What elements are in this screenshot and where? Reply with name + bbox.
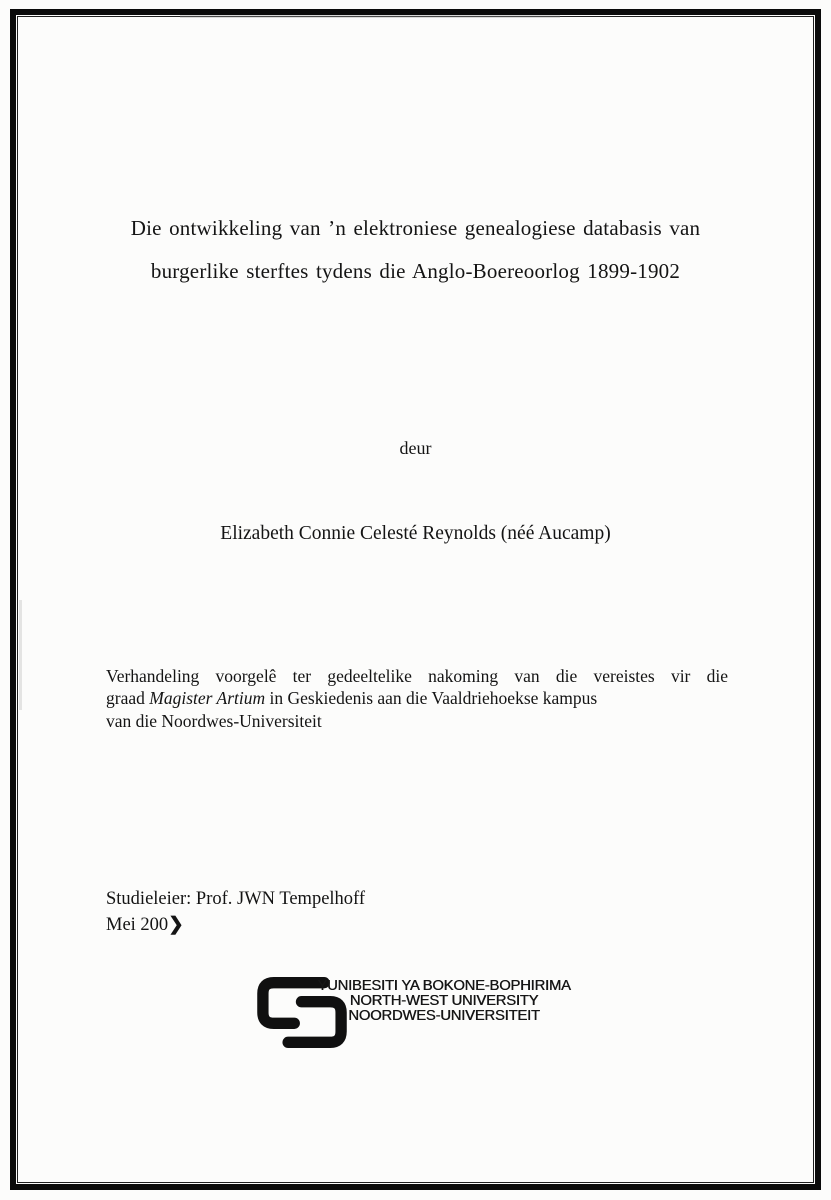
scan-artifact bbox=[180, 15, 560, 18]
submission-statement bbox=[106, 665, 728, 732]
thesis-title-line2: burgerlike sterftes tydens die Anglo-Boereoorlog 1899-1902 bbox=[150, 259, 681, 283]
submission-line1: Verhandeling voorgelê ter gedeeltelike nakoming van die vereistes vir die bbox=[106, 666, 728, 686]
author-name: Elizabeth Connie Celesté Reynolds (néé Aucamp) bbox=[220, 523, 611, 544]
submission-line2-prefix: graad bbox=[106, 688, 150, 709]
supervisor-line: Studieleier: Prof. JWN Tempelhoff bbox=[106, 889, 366, 909]
scan-artifact bbox=[19, 600, 22, 710]
submission-line2 bbox=[106, 687, 728, 709]
nwu-logo bbox=[257, 977, 577, 1049]
submission-line2-suffix: in Geskiedenis aan die Vaaldriehoekse kampus bbox=[265, 688, 598, 709]
thesis-title bbox=[95, 207, 736, 293]
thesis-title-line1: Die ontwikkeling van ’n elektroniese genealogiese databasis van bbox=[130, 216, 701, 240]
nwu-logo-line3: NOORDWES-UNIVERSITEIT bbox=[348, 1008, 540, 1025]
supervisor-and-date bbox=[106, 886, 365, 938]
degree-name-italic: Magister Artium bbox=[149, 688, 266, 709]
byline-deur: deur bbox=[399, 438, 432, 458]
date-line bbox=[106, 912, 365, 938]
submission-line3: van die Noordwes-Universiteit bbox=[106, 710, 322, 731]
date-text: Mei 200 bbox=[106, 915, 169, 935]
date-seven-glyph: ❯ bbox=[168, 915, 184, 935]
nwu-logo-wordmark bbox=[316, 979, 572, 1024]
nwu-logo-line2: NORTH-WEST UNIVERSITY bbox=[349, 993, 539, 1010]
nwu-logo-line1: YUNIBESITI YA BOKONE-BOPHIRIMA bbox=[317, 978, 571, 994]
